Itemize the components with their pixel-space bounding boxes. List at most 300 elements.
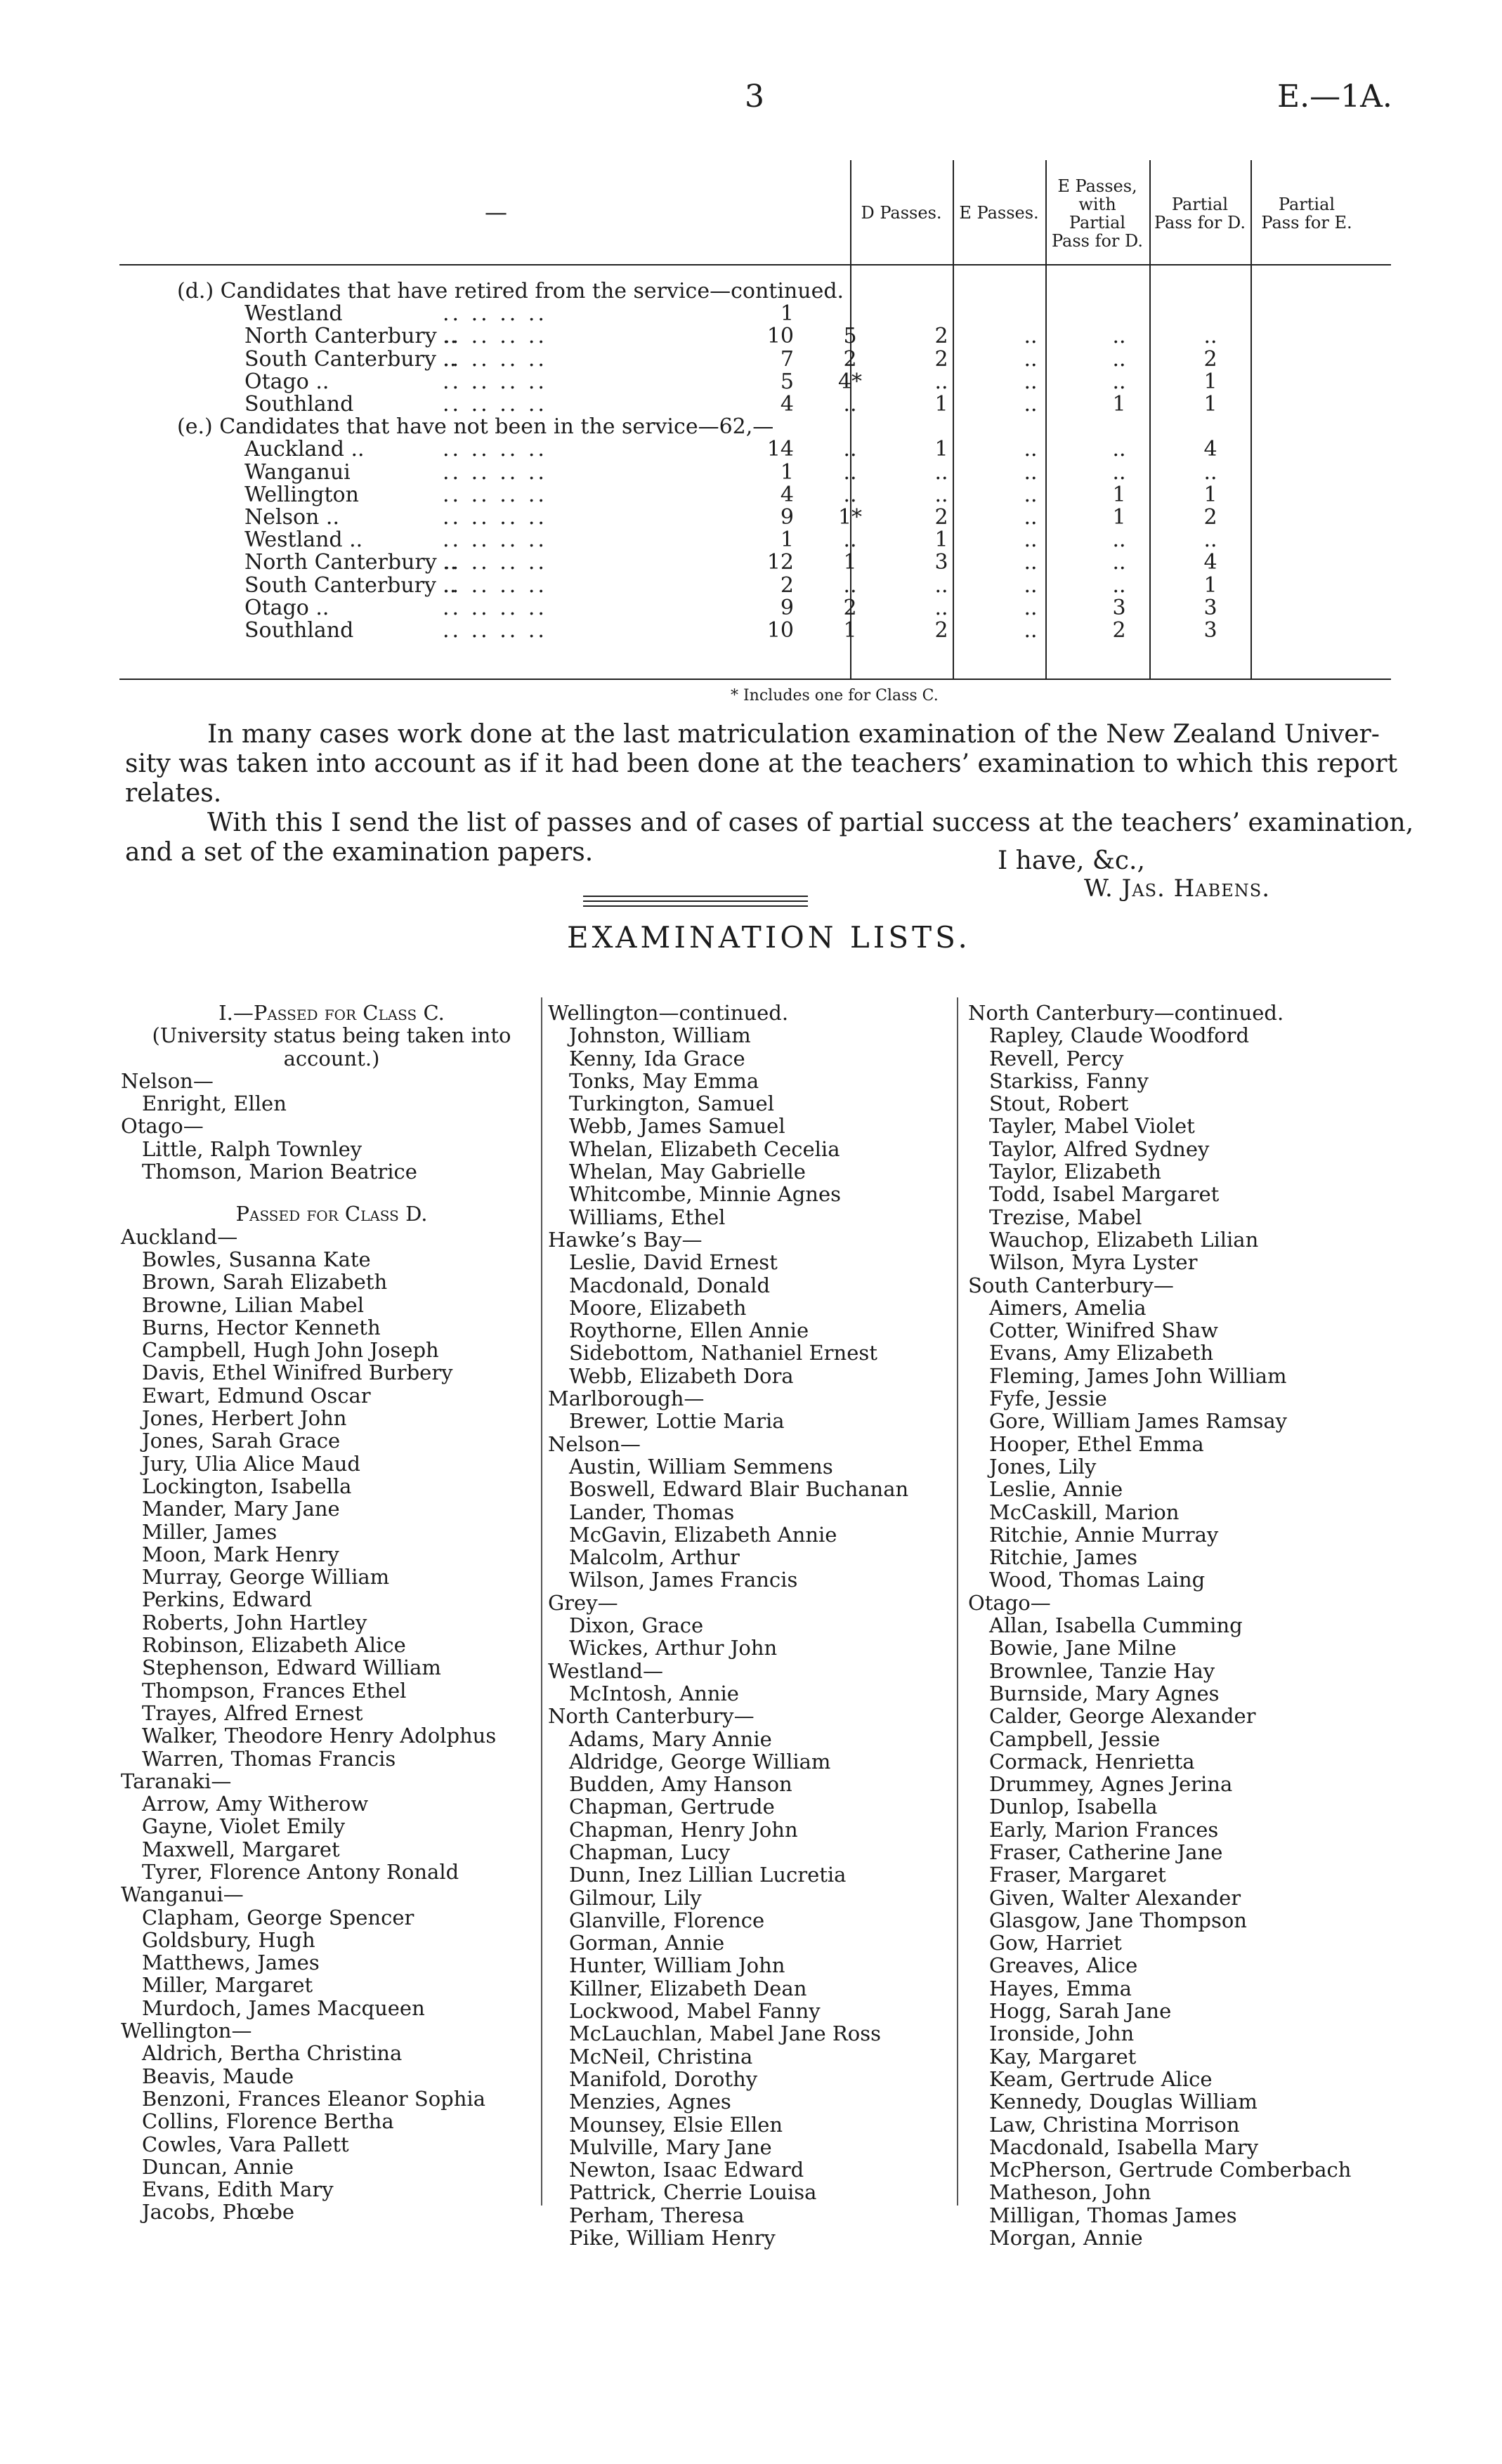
district-cell: South Canterbury .. [244,572,457,598]
table-row [119,574,1391,597]
divider-rule [583,896,808,897]
leader-dots: .. .. .. .. [443,527,547,553]
partial-e-cell: 4 [1203,550,1217,575]
e-partial-d-cell: .. [1024,482,1038,507]
paragraph-line: With this I send the list of passes and of cases of partial success at the teachers’ examination, [207,808,1414,837]
list-item: Kay, Margaret [989,2044,1137,2069]
partial-d-cell: 1 [1112,392,1126,417]
list-item: Enright, Ellen [142,1092,287,1116]
partial-e-cell: 1 [1203,482,1217,507]
list-item: Taylor, Elizabeth [989,1160,1161,1184]
list-item: Gayne, Violet Emily [142,1814,346,1839]
leader-dots: .. .. .. .. [443,369,547,394]
list-item: Walker, Theodore Henry Adolphus [142,1724,497,1748]
table-row [119,528,1391,551]
list-item: Burnside, Mary Agnes [989,1681,1220,1705]
list-item: Law, Christina Morrison [989,2112,1240,2137]
header-partial-d [1149,195,1250,232]
list-item: Mulville, Mary Jane [569,2135,772,2159]
e-partial-d-cell: .. [1024,437,1038,462]
list-item: Cormack, Henrietta [989,1749,1195,1774]
partial-d-cell: 3 [1112,595,1126,620]
list-item: Fyfe, Jessie [989,1387,1107,1411]
district-cell: Wanganui [244,459,351,485]
list-item: Aimers, Amelia [989,1295,1147,1320]
list-item: Thompson, Frances Ethel [142,1678,407,1703]
list-item: Whelan, May Gabrielle [569,1160,806,1184]
list-item: Maxwell, Margaret [142,1837,340,1861]
table-row [119,302,1391,325]
partial-e-cell: 2 [1203,346,1217,372]
list-item: Drummey, Agnes Jerina [989,1772,1233,1797]
list-item: Roythorne, Ellen Annie [569,1318,809,1343]
total-cell: 1 [780,301,794,327]
e-passes-cell: .. [934,482,948,507]
list-item: Manifold, Dorothy [569,2066,758,2091]
list-item: Webb, Elizabeth Dora [569,1363,794,1388]
divider-rule [583,900,808,902]
district-heading: Wellington—continued. [548,1001,789,1025]
list-item: Jones, Sarah Grace [142,1429,341,1453]
list-item: Miller, James [142,1519,277,1544]
list-item: Kenny, Ida Grace [569,1046,745,1070]
list-item: Cowles, Vara Pallett [142,2132,349,2156]
table-row [119,461,1391,484]
list-item: Dunlop, Isabella [989,1795,1158,1819]
list-item: Evans, Amy Elizabeth [989,1341,1214,1365]
table-row [119,348,1391,371]
list-item: Revell, Percy [989,1046,1124,1070]
list-item: Jones, Lily [989,1454,1097,1479]
list-item: Chapman, Gertrude [569,1795,775,1819]
partial-e-cell: .. [1203,527,1217,553]
partial-e-cell: 4 [1203,437,1217,462]
e-partial-d-cell: .. [1024,550,1038,575]
table-row [119,551,1391,574]
total-cell: 7 [780,346,794,372]
list-item: Brewer, Lottie Maria [569,1409,785,1434]
district-heading: South Canterbury— [968,1273,1174,1297]
district-cell: Otago .. [244,369,329,394]
district-heading: North Canterbury— [548,1704,755,1729]
list-item: Trezise, Mabel [989,1205,1142,1229]
district-heading: North Canterbury—continued. [968,1001,1284,1025]
list-item: Miller, Margaret [142,1973,313,1998]
examination-lists-title: EXAMINATION LISTS. [567,920,971,955]
list-item: Warren, Thomas Francis [142,1746,396,1771]
district-cell: North Canterbury .. [244,550,457,575]
d-passes-cell: .. [843,437,857,462]
header-dash: — [485,199,507,225]
list-item: Beavis, Maude [142,2064,294,2088]
partial-d-cell: 1 [1112,482,1126,507]
list-item: Pike, William Henry [569,2226,776,2250]
list-item: Moore, Elizabeth [569,1295,747,1320]
e-partial-d-cell: .. [1024,369,1038,394]
list-item: Gilmour, Lily [569,1885,702,1910]
d-passes-cell: 2 [843,595,857,620]
leader-dots: .. .. .. .. [443,618,547,643]
partial-e-cell: 3 [1203,595,1217,620]
list-item: Bowie, Jane Milne [989,1636,1177,1660]
table-row [119,596,1391,620]
list-section-heading: Passed for Class D. [235,1202,428,1226]
e-passes-cell: 2 [934,346,948,372]
list-item: Fraser, Margaret [989,1863,1166,1887]
district-heading: Taranaki— [121,1769,232,1793]
page-header [0,79,1502,121]
list-item: Ewart, Edmund Oscar [142,1383,371,1408]
list-item: McCaskill, Marion [989,1500,1180,1524]
list-item: Matheson, John [989,2180,1151,2205]
district-cell: Southland [244,392,354,417]
list-column-divider [541,997,542,2206]
list-item: Leslie, David Ernest [569,1250,778,1275]
partial-d-cell: .. [1112,527,1126,553]
list-item: Bowles, Susanna Kate [142,1247,371,1271]
partial-e-cell: .. [1203,324,1217,349]
list-item: Mounsey, Elsie Ellen [569,2112,783,2137]
e-passes-cell: 2 [934,505,948,530]
list-item: McLauchlan, Mabel Jane Ross [569,2021,881,2046]
partial-d-cell: .. [1112,346,1126,372]
header-d-passes: D Passes. [861,203,942,223]
list-item: Williams, Ethel [569,1205,726,1229]
e-passes-cell: 3 [934,550,948,575]
list-item: Collins, Florence Bertha [142,2109,394,2134]
list-item: Arrow, Amy Witherow [142,1792,369,1816]
list-item: Kennedy, Douglas William [989,2090,1258,2114]
list-item: Wickes, Arthur John [569,1636,778,1660]
list-item: Boswell, Edward Blair Buchanan [569,1477,909,1502]
header-line: Pass for E. [1261,213,1352,232]
district-heading: Nelson— [548,1431,641,1456]
partial-e-cell: 1 [1203,572,1217,598]
list-item: Chapman, Henry John [569,1817,798,1842]
section-title-text: (e.) Candidates that have not been in the service—62,— [177,414,774,440]
list-item: Dixon, Grace [569,1613,704,1638]
leader-dots: .. .. .. .. [443,550,547,575]
list-item: Morgan, Annie [989,2226,1143,2250]
partial-e-cell: 1 [1203,392,1217,417]
e-passes-cell: 1 [934,527,948,553]
list-item: Stephenson, Edward William [142,1656,441,1680]
list-item: Benzoni, Frances Eleanor Sophia [142,2086,485,2111]
list-item: Jacobs, Phœbe [142,2200,295,2224]
table-row [119,393,1391,416]
list-item: Trayes, Alfred Ernest [142,1700,363,1725]
e-partial-d-cell: .. [1024,392,1038,417]
list-item: Campbell, Jessie [989,1726,1161,1751]
list-item: Glasgow, Jane Thompson [989,1908,1247,1932]
district-cell: Otago .. [244,595,329,620]
d-passes-cell: 2 [843,346,857,372]
list-item: Whelan, Elizabeth Cecelia [569,1136,840,1161]
district-heading: Wanganui— [121,1882,244,1907]
header-line: Partial [1171,195,1229,214]
district-heading: Otago— [121,1114,204,1139]
list-item: Burns, Hector Kenneth [142,1315,381,1339]
total-cell: 5 [780,369,794,394]
e-passes-cell: .. [934,459,948,485]
list-item: Jones, Herbert John [142,1406,347,1431]
list-item: Hogg, Sarah Jane [989,1999,1172,2024]
document-code: E.—1A. [1277,79,1392,114]
e-passes-cell: 1 [934,392,948,417]
header-line: Partial [1278,195,1336,214]
list-column-2 [548,1002,955,2249]
partial-e-cell: 3 [1203,618,1217,643]
list-item: Ritchie, Annie Murray [989,1522,1219,1547]
list-item: Robinson, Elizabeth Alice [142,1633,406,1658]
table-row [119,506,1391,529]
total-cell: 10 [766,324,794,349]
list-item: Wilson, Myra Lyster [989,1250,1198,1275]
partial-e-cell: 1 [1203,369,1217,394]
list-item: Campbell, Hugh John Joseph [142,1338,439,1363]
list-item: Aldridge, George William [569,1749,831,1774]
list-item: Keam, Gertrude Alice [989,2066,1213,2091]
header-line: Pass for D. [1051,231,1144,251]
table-section-title [119,280,1391,303]
list-item: Wood, Thomas Laing [989,1568,1206,1592]
list-item: Turkington, Samuel [569,1092,774,1116]
list-item: Johnston, William [569,1023,751,1048]
e-partial-d-cell: .. [1024,572,1038,598]
list-item: Rapley, Claude Woodford [989,1023,1250,1048]
district-cell: South Canterbury .. [244,346,457,372]
list-item: Sidebottom, Nathaniel Ernest [569,1341,877,1365]
divider-rule [583,905,808,907]
list-item: Greaves, Alice [989,1953,1138,1978]
list-column-divider [957,997,958,2206]
list-section-heading: I.—Passed for Class C. [218,1001,445,1025]
leader-dots: .. .. .. .. [443,572,547,598]
list-item: Davis, Ethel Winifred Burbery [142,1361,453,1385]
district-heading: Nelson— [121,1068,214,1093]
district-cell: Westland [244,301,343,327]
leader-dots: .. .. .. .. [443,459,547,485]
list-item: Duncan, Annie [142,2154,294,2179]
list-item: Macdonald, Isabella Mary [989,2135,1259,2159]
district-cell: Nelson .. [244,505,339,530]
list-item: Webb, James Samuel [569,1114,785,1139]
total-cell: 1 [780,527,794,553]
list-item: Whitcombe, Minnie Agnes [569,1182,841,1207]
list-item: McNeil, Christina [569,2044,753,2069]
list-column-3 [968,1002,1390,2249]
d-passes-cell: 1 [843,618,857,643]
leader-dots: .. .. .. .. [443,301,547,327]
total-cell: 1 [780,459,794,485]
list-item: McIntosh, Annie [569,1681,739,1705]
e-passes-cell: .. [934,572,948,598]
leader-dots: .. .. .. .. [443,505,547,530]
list-item: Todd, Isabel Margaret [989,1182,1220,1207]
e-passes-cell: .. [934,595,948,620]
district-heading: Westland— [548,1658,663,1683]
list-item: Gore, William James Ramsay [989,1409,1288,1434]
list-item: Wilson, James Francis [569,1568,798,1592]
list-item: Adams, Mary Annie [569,1726,772,1751]
list-item: Tonks, May Emma [569,1068,759,1093]
list-item: Lockington, Isabella [142,1474,352,1498]
total-cell: 9 [780,505,794,530]
total-cell: 12 [766,550,794,575]
list-item: Perkins, Edward [142,1587,313,1612]
partial-e-cell: .. [1203,459,1217,485]
list-item: Menzies, Agnes [569,2090,731,2114]
table-row [119,619,1391,642]
list-item: Thomson, Marion Beatrice [142,1160,417,1184]
list-item: Moon, Mark Henry [142,1542,339,1566]
partial-d-cell: 1 [1112,505,1126,530]
leader-dots: .. .. .. .. [443,392,547,417]
e-passes-cell: .. [934,369,948,394]
list-item: Killner, Elizabeth Dean [569,1976,807,2000]
table-row [119,438,1391,461]
header-partial-e [1250,195,1363,232]
list-spacer [121,1183,542,1202]
partial-d-cell: .. [1112,459,1126,485]
list-item: Mander, Mary Jane [142,1497,340,1521]
district-heading: Hawke’s Bay— [548,1227,703,1252]
list-item: Evans, Edith Mary [142,2177,334,2202]
list-item: Murdoch, James Macqueen [142,1996,425,2020]
signoff: I have, &c., [998,846,1145,875]
total-cell: 4 [780,482,794,507]
list-item: Budden, Amy Hanson [569,1772,792,1797]
list-item: Matthews, James [142,1951,320,1975]
partial-e-cell: 2 [1203,505,1217,530]
table-row [119,483,1391,506]
list-item: Jury, Ulia Alice Maud [142,1451,360,1476]
list-item: Cotter, Winifred Shaw [989,1318,1218,1343]
partial-d-cell: .. [1112,437,1126,462]
e-partial-d-cell: .. [1024,324,1038,349]
section-title-text: (d.) Candidates that have retired from the service—continued. [177,279,844,303]
district-heading: Wellington— [121,2019,252,2043]
list-item: Glanville, Florence [569,1908,765,1932]
table-section-title [119,415,1391,438]
leader-dots: .. .. .. .. [443,324,547,349]
list-item: McGavin, Elizabeth Annie [569,1522,837,1547]
list-item: Starkiss, Fanny [989,1068,1149,1093]
list-item: Ironside, John [989,2021,1135,2046]
paragraph-line: In many cases work done at the last matriculation examination of the New Zealand Univer- [207,720,1380,749]
e-partial-d-cell: .. [1024,505,1038,530]
d-passes-cell: .. [843,572,857,598]
partial-d-cell: .. [1112,572,1126,598]
e-passes-cell: 2 [934,618,948,643]
list-item: Hayes, Emma [989,1976,1132,2000]
total-cell: 2 [780,572,794,598]
list-item: Ritchie, James [989,1545,1138,1570]
district-cell: Auckland .. [244,437,365,462]
list-item: Newton, Isaac Edward [569,2158,804,2182]
table-header-rule [119,264,1391,266]
partial-d-cell: .. [1112,324,1126,349]
results-table [119,160,1391,705]
paragraph-line: sity was taken into account as if it had been done at the teachers’ examination to which this report [125,749,1398,778]
leader-dots: .. .. .. .. [443,482,547,507]
e-partial-d-cell: .. [1024,459,1038,485]
d-passes-cell: .. [843,527,857,553]
list-item: Given, Walter Alexander [989,1885,1241,1910]
header-line: with [1078,195,1116,214]
district-heading: Otago— [968,1590,1051,1615]
total-cell: 14 [766,437,794,462]
header-line: Partial [1069,213,1126,232]
list-item: Fraser, Catherine Jane [989,1840,1223,1864]
district-cell: Wellington [244,482,359,507]
list-item: Malcolm, Arthur [569,1545,740,1570]
list-item: Stout, Robert [989,1092,1129,1116]
list-item: Tyrer, Florence Antony Ronald [142,1859,459,1884]
list-item: Macdonald, Donald [569,1273,771,1297]
d-passes-cell: .. [843,392,857,417]
list-item: Early, Marion Frances [989,1817,1219,1842]
district-heading: Auckland— [121,1224,238,1249]
total-cell: 4 [780,392,794,417]
district-heading: Marlborough— [548,1387,705,1411]
e-partial-d-cell: .. [1024,346,1038,372]
paragraph-line: and a set of the examination papers. [125,838,594,867]
district-cell: Westland .. [244,527,363,553]
list-item: Austin, William Semmens [569,1454,833,1479]
table-row [119,370,1391,393]
partial-d-cell: .. [1112,550,1126,575]
list-item: Wauchop, Elizabeth Lilian [989,1227,1259,1252]
list-note: (University status being taken into account.) [152,1023,511,1070]
d-passes-cell: 4* [837,369,863,394]
list-item: Little, Ralph Townley [142,1136,363,1161]
list-item: Calder, George Alexander [989,1704,1256,1729]
list-item: Milligan, Thomas James [989,2203,1237,2227]
list-item: Lander, Thomas [569,1500,735,1524]
list-item: Hooper, Ethel Emma [989,1431,1204,1456]
d-passes-cell: .. [843,482,857,507]
table-bottom-rule [119,679,1391,680]
leader-dots: .. .. .. .. [443,437,547,462]
total-cell: 10 [766,618,794,643]
paragraph-line: relates. [125,779,222,808]
list-item: Leslie, Annie [989,1477,1123,1502]
e-partial-d-cell: .. [1024,618,1038,643]
signature: W. Jas. Habens. [1084,874,1271,903]
list-item: Browne, Lilian Mabel [142,1292,364,1317]
d-passes-cell: .. [843,459,857,485]
list-item: Chapman, Lucy [569,1840,731,1864]
d-passes-cell: 5 [843,324,857,349]
e-partial-d-cell: .. [1024,527,1038,553]
list-item: Dunn, Inez Lillian Lucretia [569,1863,847,1887]
list-item: Gorman, Annie [569,1931,725,1955]
e-passes-cell: 1 [934,437,948,462]
list-item: Perham, Theresa [569,2203,745,2227]
list-item: Roberts, John Hartley [142,1610,367,1634]
list-item: McPherson, Gertrude Comberbach [989,2158,1352,2182]
list-item: Murray, George William [142,1565,390,1590]
list-item: Allan, Isabella Cumming [989,1613,1243,1638]
list-item: Tayler, Mabel Violet [989,1114,1195,1139]
leader-dots: .. .. .. .. [443,346,547,372]
header-e-partial-d [1045,177,1149,250]
list-item: Lockwood, Mabel Fanny [569,1999,821,2024]
e-passes-cell: 2 [934,324,948,349]
list-item: Gow, Harriet [989,1931,1122,1955]
list-item: Taylor, Alfred Sydney [989,1136,1210,1161]
